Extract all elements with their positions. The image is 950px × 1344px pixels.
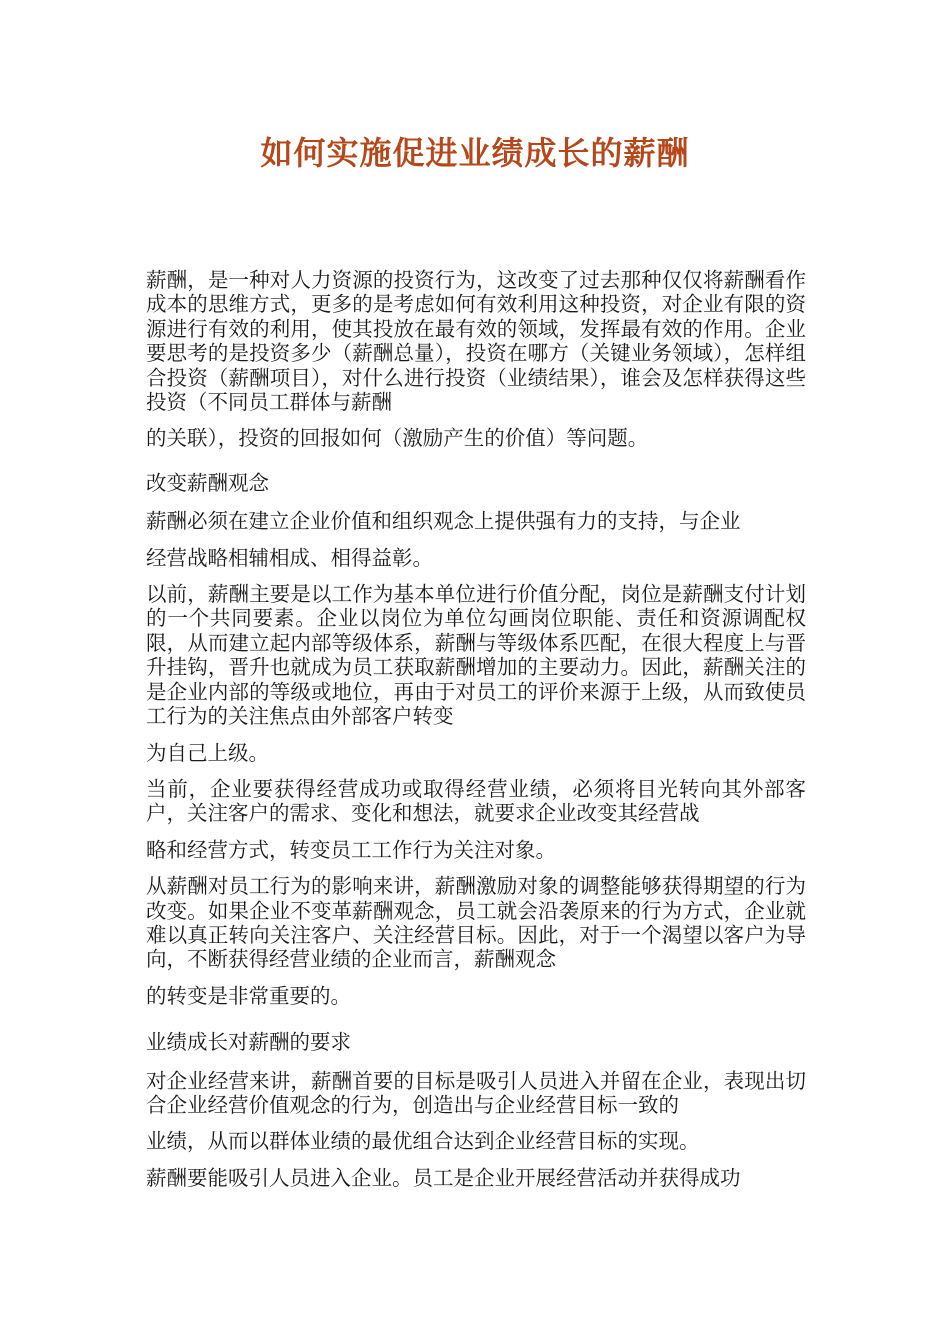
- document-body: [146, 268, 806, 1190]
- paragraph-last-line: 的关联），投资的回报如何（激励产生的价值）等问题。: [146, 426, 649, 451]
- paragraph-goal: [146, 1069, 806, 1154]
- paragraph-past: [146, 582, 806, 765]
- paragraph-support: [146, 509, 806, 570]
- paragraph-last-line: 经营战略相辅相成、相得益彰。: [146, 545, 433, 570]
- paragraph-text: 以前，薪酬主要是以工作为基本单位进行价值分配，岗位是薪酬支付计划的一个共同要素。企业以岗位为单位勾画岗位职能、责任和资源调配权限，从而建立起内部等级体系，薪酬与等级体系匹配，在很大程度上与晋升挂钩，晋升也就成为员工获取薪酬增加的主要动力。因此，薪酬关注的是企业内部的等级或地位，再由于对员工的评价来源于上级，从而致使员工行为的关注焦点由外部客户转变: [146, 582, 806, 729]
- paragraph-intro: [146, 268, 806, 451]
- paragraph-text: 当前，企业要获得经营成功或取得经营业绩，必须将目光转向其外部客户，关注客户的需求、变化和想法，就要求企业改变其经营战: [146, 776, 806, 826]
- paragraph-text: 对企业经营来讲，薪酬首要的目标是吸引人员进入并留在企业，表现出切合企业经营价值观念的行为，创造出与企业经营目标一致的: [146, 1068, 806, 1117]
- section-heading-change-concept: 改变薪酬观念: [146, 470, 269, 495]
- paragraph-text: 薪酬，是一种对人力资源的投资行为，这改变了过去那种仅仅将薪酬看作成本的思维方式，更多的是考虑如何有效利用这种投资，对企业有限的资源进行有效的利用，使其投放在最有效的领域，发挥最有效的作用。企业要思考的是投资多少（薪酬总量），投资在哪方（关键业务领域），怎样组合投资（薪酬项目），对什么进行投资（业绩结果），谁会及怎样获得这些投资（不同员工群体与薪酬: [146, 268, 806, 415]
- paragraph-text: 薪酬必须在建立企业价值和组织观念上提供强有力的支持，与企业: [146, 509, 741, 534]
- paragraph-attract: [146, 1166, 806, 1190]
- section-heading-growth-requirements: 业绩成长对薪酬的要求: [146, 1030, 351, 1055]
- paragraph-last-line: 略和经营方式，转变员工工作行为关注对象。: [146, 837, 556, 862]
- paragraph-last-line: 的转变是非常重要的。: [146, 983, 351, 1008]
- paragraph-present: [146, 777, 806, 862]
- paragraph-text: 薪酬要能吸引人员进入企业。员工是企业开展经营活动并获得成功: [146, 1165, 741, 1190]
- paragraph-last-line: 为自己上级。: [146, 740, 269, 765]
- paragraph-behavior: [146, 874, 806, 1008]
- paragraph-text: 从薪酬对员工行为的影响来讲，薪酬激励对象的调整能够获得期望的行为改变。如果企业不变革薪酬观念，员工就会沿袭原来的行为方式，企业就难以真正转向关注客户、关注经营目标。因此，对于一个渴望以客户为导向，不断获得经营业绩的企业而言，薪酬观念: [146, 874, 806, 972]
- paragraph-last-line: 业绩，从而以群体业绩的最优组合达到企业经营目标的实现。: [146, 1129, 700, 1154]
- page-title: 如何实施促进业绩成长的薪酬: [260, 134, 690, 172]
